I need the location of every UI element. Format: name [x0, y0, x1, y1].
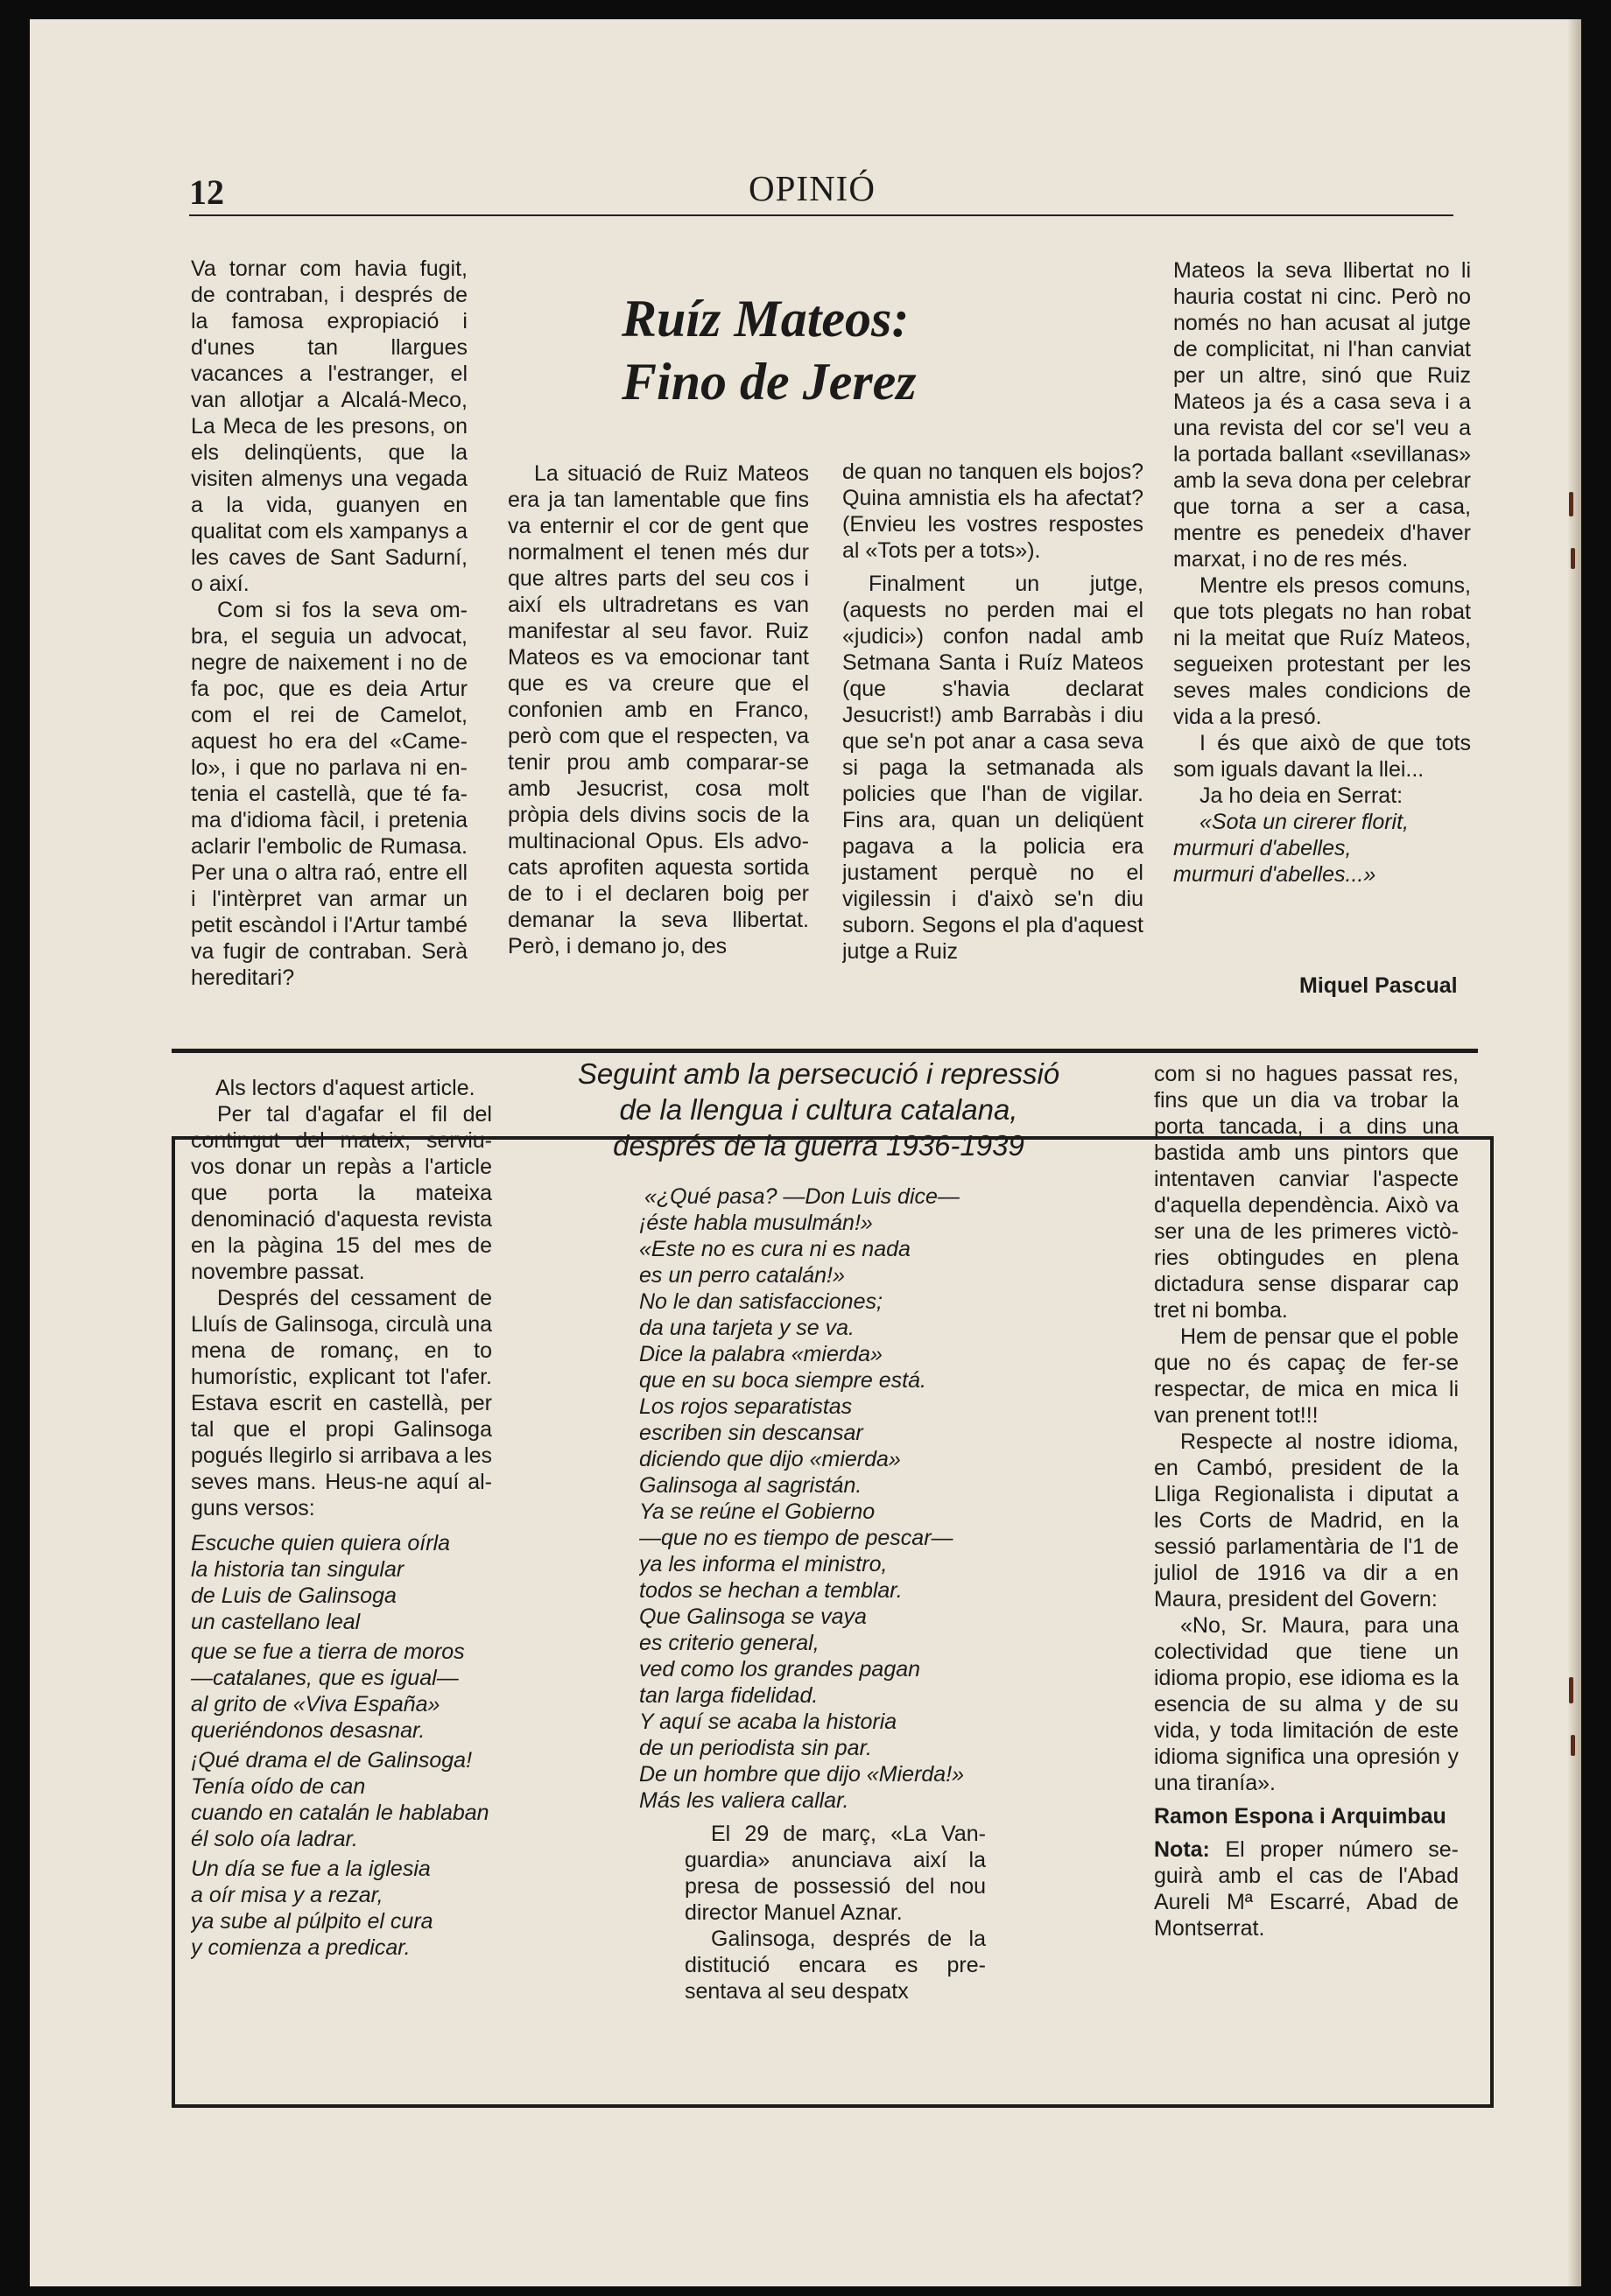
verse-line: Dice la palabra «mierda» — [639, 1342, 883, 1366]
paragraph: Com si fos la seva ombra, el seguia un advocat, negre de naixement i no de fa poc, que es deia Artur com el rei de Camelot, aquest ho era del «Camelo», i que no parlava ni entenia el castellà, que té fama d'idioma fàcil, i pretenia aclarir l'embolic de Rumasa. Per una o altra raó, entre ell i l'intèrpret van armar un petit escàndol i l'Artur també va fugir de contraban. Serà hereditari? — [191, 598, 468, 990]
verse-line: Un día se fue a la iglesia — [191, 1857, 431, 1881]
verse-line: queriéndonos desasnar. — [191, 1718, 426, 1743]
verse-line: Y aquí se acaba la historia — [639, 1710, 897, 1734]
article1-title-line1: Ruíz Mateos: — [622, 290, 910, 348]
verse-line: la historia tan singular — [191, 1557, 405, 1582]
paragraph: Respecte al nostre idioma, en Cambó, president de la Lliga Regionalista i diputat a les Corts de Madrid, en la sessió parlamentària de l'1 de juliol de 1916 va dir a en Maura, president del Govern: — [1154, 1429, 1459, 1611]
verse-line: Los rojos separatistas — [639, 1394, 853, 1419]
verse-line: de un periodista sin par. — [639, 1736, 872, 1760]
verse-line: «Este no es cura ni es nada — [639, 1237, 911, 1261]
verse-line: y comienza a predicar. — [191, 1935, 411, 1960]
article2-column-2 — [639, 1183, 1007, 2068]
verse-line: «Sota un cirerer florit, — [1199, 810, 1409, 834]
verse-line: Escuche quien quiera oírla — [191, 1531, 451, 1555]
frame-gap — [166, 1062, 193, 1132]
paragraph: Galinsoga, després de la distitució encara es presentava al seu despatx — [685, 1927, 986, 2004]
article2-title-line3: després de la guerra 1936-1939 — [613, 1129, 1024, 1162]
binding-mark — [1569, 492, 1573, 516]
verse-line: tan larga fidelidad. — [639, 1683, 819, 1708]
verse-stanza — [639, 1709, 1007, 1814]
verse-stanza — [191, 1856, 492, 1961]
verse-line: da una tarjeta y se va. — [639, 1316, 855, 1340]
paragraph: I és que això de que tots som iguals davant la llei... — [1173, 731, 1471, 782]
verse-line: —catalanes, que es igual— — [191, 1666, 459, 1690]
verse-line: es un perro catalán!» — [639, 1263, 845, 1288]
article1-column-1 — [191, 256, 468, 1026]
paragraph: El 29 de març, «La Vanguardia» anunciava així la presa de possessió del nou director Manuel Aznar. — [685, 1822, 986, 1925]
verse-line: todos se hechan a temblar. — [639, 1578, 903, 1603]
note-text: El proper número seguirà amb el cas de l'Abad Aureli Mª Escarré, Abad de Montserrat. — [1154, 1837, 1459, 1941]
article1-column-4 — [1173, 257, 1471, 1001]
verse-stanza — [639, 1604, 1007, 1709]
verse-line: —que no es tiempo de pescar— — [639, 1526, 953, 1550]
paragraph: de quan no tanquen els bojos? Quina amnistia els ha afectat? (Envieu les vostres respostes al «Tots per a tots»). — [842, 460, 1143, 563]
verse-stanza — [191, 1747, 492, 1852]
article2-title-line1: Seguint amb la persecució i repressió — [577, 1057, 1060, 1090]
paragraph: Va tornar com havia fugit, de contraban, i després de la famosa expropiació i d'unes tan llargues vacances a l'estranger, el van allotjar a Alcalá-Meco, La Meca de les presons, on els delinqüents, que la visiten almenys una vegada a la vida, guanyen en qualitat com els xampanys a les caves de Sant Sadurní, o així. — [191, 256, 468, 596]
verse-line: que se fue a tierra de moros — [191, 1639, 465, 1664]
page-spine — [1567, 19, 1581, 2286]
verse-line: es criterio general, — [639, 1631, 820, 1655]
page-number: 12 — [189, 172, 224, 212]
article1-column-2 — [508, 460, 809, 1021]
verse-line: él solo oía ladrar. — [191, 1827, 358, 1851]
note-paragraph — [1154, 1836, 1459, 1941]
verse-line: un castellano leal — [191, 1610, 361, 1634]
binding-mark — [1569, 1677, 1573, 1703]
verse-stanza — [639, 1499, 1007, 1604]
header-rule — [189, 214, 1453, 216]
paragraph: Mentre els presos comuns, que tots plegats no han robat ni la meitat que Ruíz Mateos, segueixen protestant per les seves males condicions de vida a la presó. — [1173, 573, 1471, 729]
article-divider — [172, 1049, 1478, 1053]
verse-line: escriben sin descansar — [639, 1421, 863, 1445]
verse-line: Que Galinsoga se vaya — [639, 1604, 867, 1629]
paragraph: com si no hagues passat res, fins que un dia va trobar la porta tancada, i a dins una bastida amb uns pintors que intentaven canviar l'aspecte d'aquella dependència. Això va ser una de les primeres victòries obtingudes en plena dictadura sense disparar cap tret ni bomba. — [1154, 1062, 1459, 1323]
verse-line: Ya se reúne el Gobierno — [639, 1499, 876, 1524]
article1-author: Miquel Pascual — [1299, 973, 1458, 998]
paragraph: Hem de pensar que el poble que no és capaç de fer-se respectar, de mica en mica li van prenent tot!!! — [1154, 1324, 1459, 1428]
section-title: OPINIÓ — [749, 168, 876, 208]
article2-column-1 — [191, 1075, 492, 2090]
paragraph: Ja ho deia en Serrat: — [1199, 783, 1403, 808]
verse-line: ¡Qué drama el de Galinsoga! — [191, 1748, 473, 1773]
verse-stanza — [191, 1530, 492, 1635]
article2-column-3 — [1154, 1061, 1459, 2068]
verse-line: que en su boca siempre está. — [639, 1368, 926, 1393]
verse-stanza — [639, 1288, 1007, 1394]
verse-line: cuando en catalán le hablaban — [191, 1801, 489, 1825]
verse-line: Tenía oído de can — [191, 1774, 366, 1799]
paragraph: Després del cessament de Lluís de Galinsoga, circulà una mena de romanç, en to humorístic, explicant tot l'afer. Estava escrit en castellà, per tal que el propi Galinsoga pogués llegirlo si arribava a les seves mans. Heus-ne aquí alguns versos: — [191, 1286, 492, 1520]
verse-line: murmuri d'abelles...» — [1173, 862, 1376, 887]
article2-title-line2: de la llengua i cultura catalana, — [619, 1093, 1018, 1126]
verse-line: al grito de «Viva España» — [191, 1692, 440, 1717]
verse-line: Galinsoga al sagristán. — [639, 1473, 862, 1498]
prose-block — [685, 1821, 986, 2005]
verse-line: No le dan satisfacciones; — [639, 1289, 883, 1314]
paragraph: Finalment un jutge, (aquests no perden mai el «judici») confon nadal amb Setmana Santa i Ruíz Mateos (que s'havia declarat Jesucrist!) amb Barrabàs i diu que se'n pot anar a casa seva si paga la setmanada als policies que l'han de vigilar. Fins ara, quan un deliqüent pagava a la policia era justament perquè no el vigilessin i d'això se'n diu suborn. Segons el pla d'aquest jutge a Ruiz — [842, 572, 1143, 964]
verse-line: Más les valiera callar. — [639, 1788, 849, 1813]
verse-line: murmuri d'abelles, — [1173, 836, 1352, 860]
verse-line: a oír misa y a rezar, — [191, 1883, 383, 1907]
verse-stanza — [639, 1394, 1007, 1499]
verse-line: ¡éste habla musulmán!» — [639, 1211, 873, 1235]
article2-title — [517, 1056, 1121, 1163]
verse-line: De un hombre que dijo «Mierda!» — [639, 1762, 965, 1787]
paragraph: Mateos la seva llibertat no li hauria costat ni cinc. Però no només no han acusat al jutge de complicitat, ni l'han canviat per un altre, sinó que Ruiz Mateos ja és a casa seva i a una revista del cor se'l veu a la portada ballant «sevillanas» amb la seva dona per celebrar que torna a ser a casa, mentre es penedeix d'haver marxat, i no de res més. — [1173, 258, 1471, 572]
binding-mark — [1571, 1735, 1575, 1756]
paragraph: «No, Sr. Maura, para una colectividad que tiene un idioma propio, ese idioma es la esencia de su alma y de su vida, y toda limitación de este idioma significa una opresión y una tiranía». — [1154, 1613, 1459, 1795]
verse-line: ved como los grandes pagan — [639, 1657, 921, 1682]
paragraph: Als lectors d'aquest article. — [215, 1076, 475, 1100]
article1-title-line2: Fino de Jerez — [622, 353, 917, 411]
binding-mark — [1571, 548, 1575, 569]
paragraph: La situació de Ruiz Mateos era ja tan lamentable que fins va enternir el cor de gent que normalment el tenen més dur que altres parts del seu cos i així els ultradretans es van manifestar al seu favor. Ruiz Mateos es va emocionar tant que es va creure que el confonien amb en Franco, però com que el respecten, va tenir prou amb comparar-se amb Jesucrist, cosa molt pròpia dels divins socis de la multinacional Opus. Els advocats aprofiten aquesta sortida de to i el declaren boig per demanar la seva llibertat. Però, i demano jo, des — [508, 461, 809, 958]
article1-title — [622, 287, 1033, 413]
note-label: Nota: — [1154, 1837, 1210, 1862]
verse-line: ya sube al púlpito el cura — [191, 1909, 433, 1934]
article2-author: Ramon Espona i Arquimbau — [1154, 1804, 1446, 1829]
verse-line: de Luis de Galinsoga — [191, 1583, 397, 1608]
verse-line: ya les informa el ministro, — [639, 1552, 888, 1576]
paragraph: Per tal d'agafar el fil del contingut del mateix, serviu-vos donar un repàs a l'article que porta la mateixa denominació d'aquesta revista en la pàgina 15 del mes de novembre passat. — [191, 1102, 492, 1284]
verse-stanza — [191, 1639, 492, 1744]
verse-line: diciendo que dijo «mierda» — [639, 1447, 901, 1471]
verse-stanza — [639, 1183, 1007, 1288]
verse-line: «¿Qué pasa? —Don Luis dice— — [644, 1184, 960, 1209]
article1-column-3 — [842, 459, 1143, 1019]
